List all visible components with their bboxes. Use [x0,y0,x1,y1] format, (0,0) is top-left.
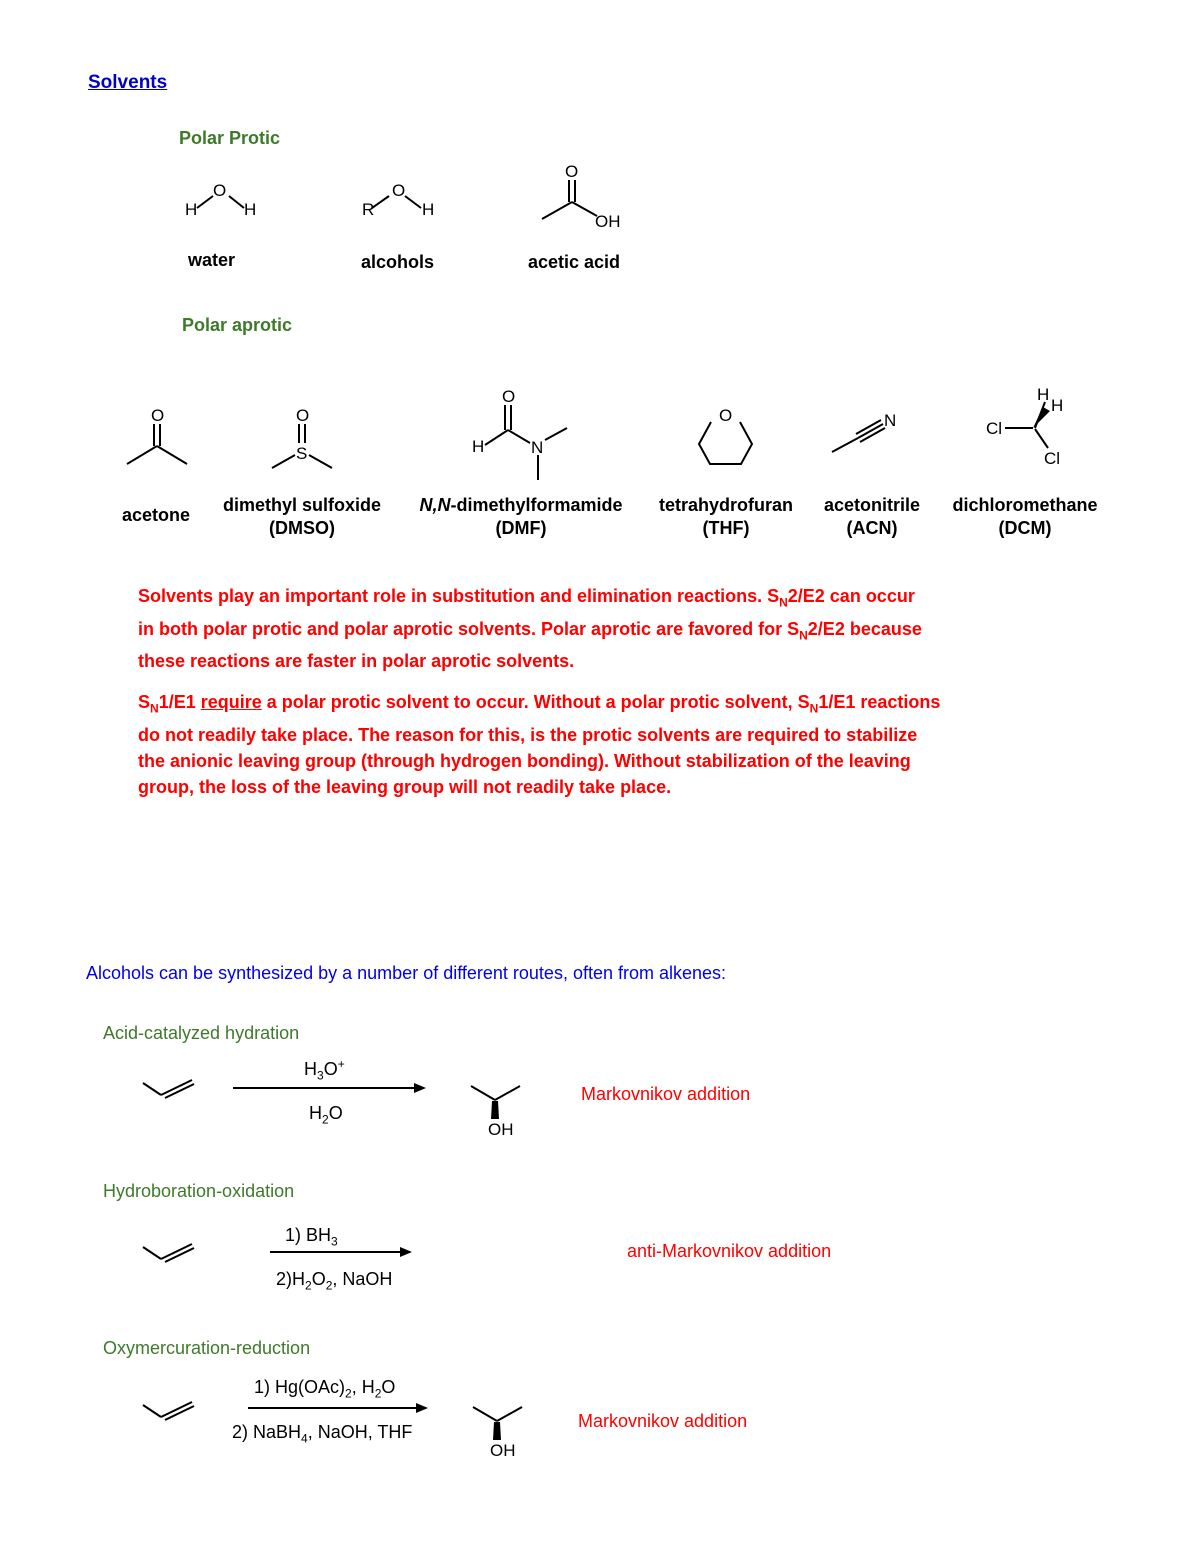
dmf-label [408,494,634,540]
r2b-c: , NaOH [332,1269,393,1289]
route3-reagent-top [254,1377,395,1401]
dcm-name: dichloromethane [952,495,1098,515]
route2-name: Hydroboration-oxidation [103,1181,295,1201]
r3b-b: , NaOH, THF [307,1422,413,1442]
acetic-oh: OH [595,212,621,231]
acn-label [815,494,929,540]
r2b-sub2: 2 [325,1278,333,1293]
route3-name: Oxymercuration-reduction [103,1338,311,1358]
polar-protic-heading: Polar Protic [179,128,281,148]
acetic-bond-2 [572,202,597,216]
route3-outcome: Markovnikov addition [578,1411,748,1431]
water-bond-2 [229,196,244,208]
p2-line1c: a polar protic solvent to occur. Without a polar protic solvent, S [261,692,810,712]
r1t-sub: 3 [317,1068,324,1083]
acetone-o: O [151,406,165,425]
dmf-o: O [502,387,516,406]
p2-line2: do not readily take place. The reason for this, is the protic solvents are required to stabilize [138,724,918,745]
p1-line2b: 2/E2 because [807,618,922,639]
acetone-label: acetone [122,505,191,525]
p2-require: require [200,692,262,712]
arrow2-head [400,1247,412,1257]
solvent-paragraph-1 [138,583,922,674]
dmf-h: H [472,437,485,456]
route1-reagent-top [304,1057,345,1083]
r2t-sub: 3 [331,1234,338,1249]
dmf-name: -dimethylformamide [450,495,623,515]
arrow3-head [416,1403,428,1413]
r1t-a: H [304,1059,317,1079]
thf-ring [699,422,752,464]
product1-wedge [491,1101,499,1119]
p2-line1b: 1/E1 [158,692,201,712]
alcohol-bond-2 [405,196,421,208]
r3t-a: 1) Hg(OAc) [254,1377,346,1397]
r3t-sub2: 2 [374,1386,382,1401]
solvent-paragraph-2 [138,689,940,800]
water-h2: H [244,200,257,219]
product1-bond-2 [495,1086,520,1100]
r3t-b: , H [351,1377,375,1397]
water-h1: H [185,200,198,219]
dcm-bond-cl2 [1035,429,1048,448]
alkene1-bond-1 [143,1083,161,1095]
acn-bond-1 [832,438,858,452]
acetone-bond-1 [127,446,157,464]
thf-abbr: (THF) [702,518,750,538]
route2-outcome: anti-Markovnikov addition [627,1241,832,1261]
p2-line3: the anionic leaving group (through hydrogen bonding). Without stabilization of the leaving [138,750,911,771]
acetic-o: O [565,162,579,181]
product3-wedge [493,1422,501,1440]
water-o: O [213,181,227,200]
water-bond-1 [197,196,213,208]
dcm-label [942,494,1108,540]
r2t-a: 1) BH [285,1225,332,1245]
thf-label [648,494,804,540]
acn-abbr: (ACN) [846,518,898,538]
thf-o: O [719,406,733,425]
product3-oh: OH [490,1441,516,1460]
dmso-o: O [296,406,310,425]
dmso-s: S [296,444,308,463]
thf-name: tetrahydrofuran [658,495,793,515]
p2-line4: group, the loss of the leaving group will not readily take place. [138,776,672,797]
alcohol-h: H [422,200,435,219]
p1-line3: these reactions are faster in polar aprotic solvents. [138,651,575,672]
dcm-h2: H [1051,396,1064,415]
r3b-sub: 4 [301,1431,308,1446]
r1b-sub: 2 [322,1112,329,1127]
r2b-a: 2)H [276,1269,306,1289]
acetic-bond-1 [542,202,572,219]
r1b-a: H [309,1103,322,1123]
product3-bond-2 [497,1407,522,1421]
r1t-b: O [323,1059,338,1079]
r3t-sub1: 2 [345,1386,352,1401]
acetic-acid-label: acetic acid [528,252,621,272]
p2-line1d: 1/E1 reactions [818,692,941,712]
dmf-abbr: (DMF) [495,518,547,538]
route1-outcome: Markovnikov addition [581,1084,751,1104]
acn-n: N [884,411,897,430]
dcm-cl1: Cl [986,419,1003,438]
r2b-sub1: 2 [305,1278,312,1293]
solvents-title: Solvents [88,72,168,93]
polar-aprotic-heading: Polar aprotic [182,315,293,335]
alcohols-intro: Alcohols can be synthesized by a number of different routes, often from alkenes: [86,963,727,983]
route2-reagent-bottom [276,1269,392,1293]
r3t-c: O [381,1377,396,1397]
water-label: water [188,250,236,270]
r2b-b: O [311,1269,326,1289]
route1-name: Acid-catalyzed hydration [103,1023,300,1043]
p2-line1a: S [138,692,151,712]
alcohol-o: O [392,181,406,200]
arrow1-head [414,1083,426,1093]
alkene2-bond-1 [143,1247,161,1259]
route3-reagent-bottom [232,1422,412,1446]
p2-sub1: N [150,701,159,716]
r1b-b: O [328,1103,343,1123]
product1-bond-1 [471,1086,495,1100]
dcm-h1: H [1037,385,1050,404]
p2-sub2: N [809,701,819,716]
alkene3-bond-1 [143,1405,161,1417]
product3-bond-1 [473,1407,497,1421]
dmf-n: N [531,438,544,457]
dmf-bond-3 [545,428,567,440]
p1-sub1: N [779,595,788,610]
dcm-abbr: (DCM) [998,518,1052,538]
dmso-label [212,494,392,540]
dmf-bond-2 [508,430,530,443]
dcm-cl2: Cl [1044,449,1061,468]
product1-oh: OH [488,1120,514,1139]
dmso-abbr: (DMSO) [269,518,335,538]
acn-name: acetonitrile [823,495,921,515]
dmso-bond-1 [272,455,295,468]
acetone-bond-2 [157,446,187,464]
p1-sub2: N [799,628,808,643]
alcohol-r: R [362,200,375,219]
route2-reagent-top [285,1225,338,1249]
p1-line1b: 2/E2 can occur [787,586,915,606]
dmf-name-italic: N,N [419,495,451,515]
alcohol-bond-1 [372,196,389,208]
alcohols-label: alcohols [361,252,435,272]
p1-line1a: Solvents play an important role in substitution and elimination reactions. S [138,586,780,606]
route1-reagent-bottom [309,1103,343,1127]
dmso-bond-2 [309,455,332,468]
dmso-name: dimethyl sulfoxide [222,495,382,515]
r3b-a: 2) NaBH [232,1422,302,1442]
r1t-sup: + [337,1057,345,1071]
dmf-bond-1 [485,430,508,445]
p1-line2a: in both polar protic and polar aprotic solvents. Polar aprotic are favored for S [138,618,800,639]
